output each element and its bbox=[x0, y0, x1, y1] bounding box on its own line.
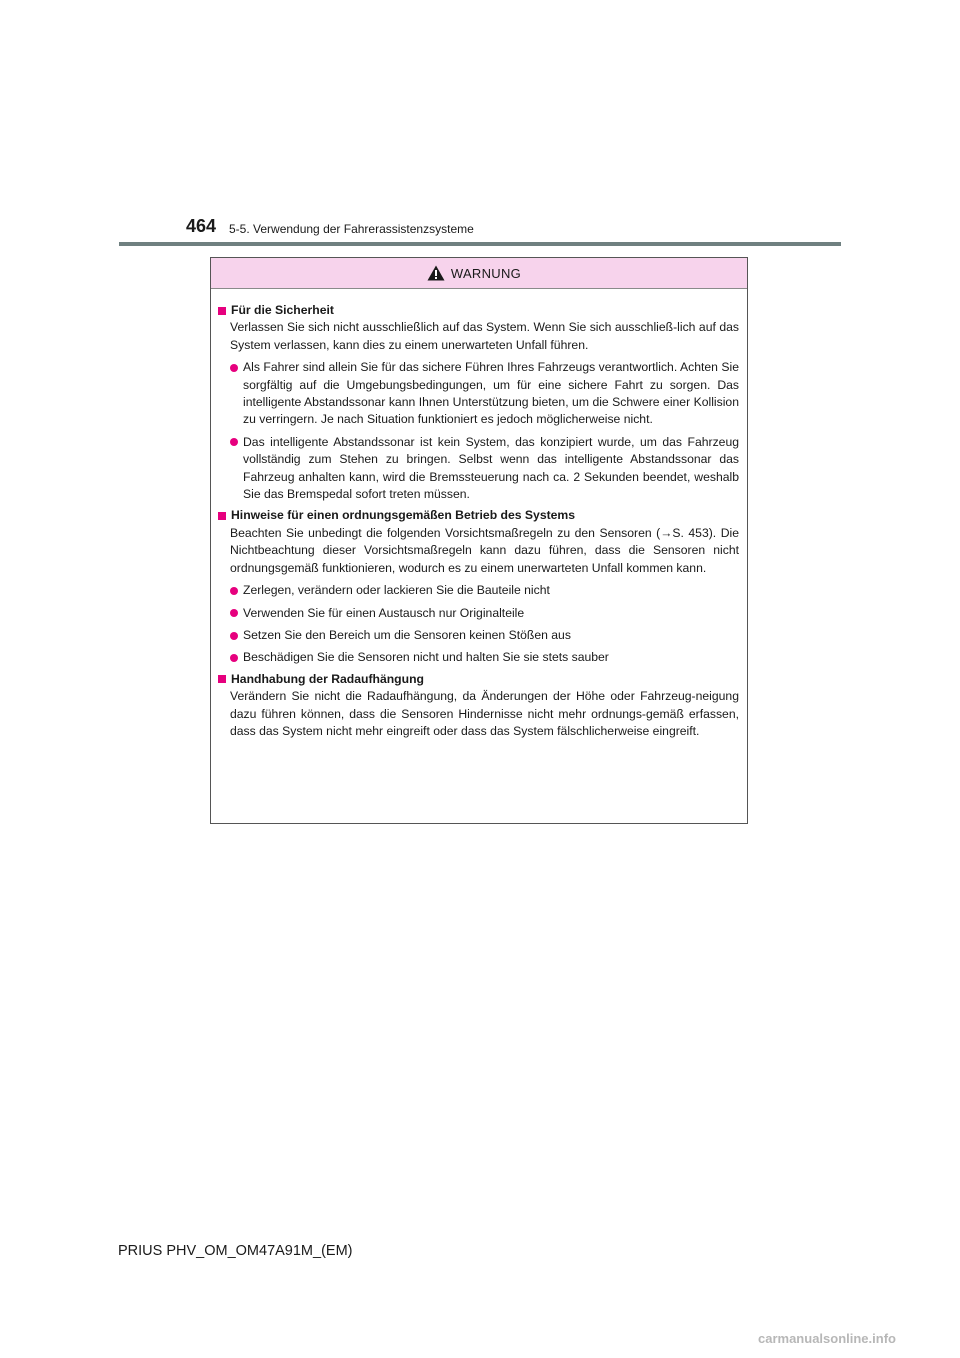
round-bullet-icon bbox=[230, 632, 238, 640]
list-item bbox=[230, 582, 739, 599]
list-item bbox=[230, 605, 739, 622]
heading-text: Für die Sicherheit bbox=[231, 303, 334, 317]
section-heading-suspension bbox=[218, 671, 739, 688]
round-bullet-icon bbox=[230, 364, 238, 372]
warning-header-inner bbox=[427, 265, 521, 281]
list-item bbox=[230, 627, 739, 644]
list-item-text: Beschädigen Sie die Sensoren nicht und halten Sie sie stets sauber bbox=[243, 650, 609, 665]
watermark-link[interactable]: carmanualsonline.info bbox=[758, 1331, 896, 1346]
round-bullet-icon bbox=[230, 438, 238, 446]
document-code: PRIUS PHV_OM_OM47A91M_(EM) bbox=[118, 1243, 353, 1259]
round-bullet-icon bbox=[230, 609, 238, 617]
list-item-text: Zerlegen, verändern oder lackieren Sie die Bauteile nicht bbox=[243, 583, 550, 598]
page-number: 464 bbox=[186, 216, 217, 236]
list-item bbox=[230, 359, 739, 429]
paragraph: Verändern Sie nicht die Radaufhängung, da Änderungen der Höhe oder Fahrzeug-neigung dazu führen können, dass die Sensoren Hindernisse nicht mehr ordnungs-gemäß erfassen, dass das System nicht mehr eingreift oder dass das System fälschlicherweise eingreift. bbox=[230, 689, 739, 738]
square-bullet-icon bbox=[218, 307, 226, 315]
list-item-text: Verwenden Sie für einen Austausch nur Originalteile bbox=[243, 605, 525, 620]
list-item bbox=[230, 649, 739, 666]
paragraph: Beachten Sie unbedingt die folgenden Vorsichtsmaßregeln zu den Sensoren (→S. 453). Die Nichtbeachtung dieser Vorsichtsmaßregeln kann dazu führen, dass die Sensoren nicht ordnungsgemäß funktionieren, wodurch es zu einem unerwarteten Unfall kommen kann. bbox=[230, 525, 739, 575]
round-bullet-icon bbox=[230, 654, 238, 662]
section-heading-operation bbox=[218, 507, 739, 524]
warning-header bbox=[211, 258, 747, 289]
warning-body bbox=[211, 289, 747, 740]
square-bullet-icon bbox=[218, 675, 226, 683]
list-item bbox=[230, 434, 739, 504]
heading-text: Handhabung der Radaufhängung bbox=[231, 671, 424, 686]
list-item-text: Setzen Sie den Bereich um die Sensoren keinen Stößen aus bbox=[243, 627, 571, 642]
round-bullet-icon bbox=[230, 587, 238, 595]
warning-title: WARNUNG bbox=[450, 265, 522, 281]
heading-text: Hinweise für einen ordnungsgemäßen Betrieb des Systems bbox=[231, 508, 576, 523]
paragraph: Verlassen Sie sich nicht ausschließlich auf das System. Wenn Sie sich ausschließ-lich auf das System verlassen, kann dies zu einem unerwarteten Unfall führen. bbox=[230, 320, 739, 352]
warning-box bbox=[210, 257, 748, 824]
warning-triangle-icon bbox=[427, 265, 445, 281]
section-title: 5-5. Verwendung der Fahrerassistenzsysteme bbox=[229, 222, 474, 236]
list-item-text: Das intelligente Abstandssonar ist kein System, das konzipiert wurde, um das Fahrzeug vollständig zum Stehen zu bringen. Selbst wenn das intelligente Abstandssonar das Fahrzeug anhalten kann, wird die Bremssteuerung nach ca. 2 Sekunden beendet, weshalb Sie das Bremspedal sofort treten müssen. bbox=[243, 434, 739, 502]
list-item-text: Als Fahrer sind allein Sie für das sichere Führen Ihres Fahrzeugs verantwortlich. Achten Sie sorgfältig auf die Umgebungsbedingungen, um für eine sichere Fahrt zu sorgen. Das intelligente Abstandssonar kann Ihnen Unterstützung bieten, um die Schwere einer Kollision zu verringern. Je nach Situation funktioniert es jedoch möglicherweise nicht. bbox=[243, 360, 739, 427]
square-bullet-icon bbox=[218, 512, 226, 520]
header-rule bbox=[119, 242, 841, 246]
section-heading-safety bbox=[218, 302, 739, 319]
